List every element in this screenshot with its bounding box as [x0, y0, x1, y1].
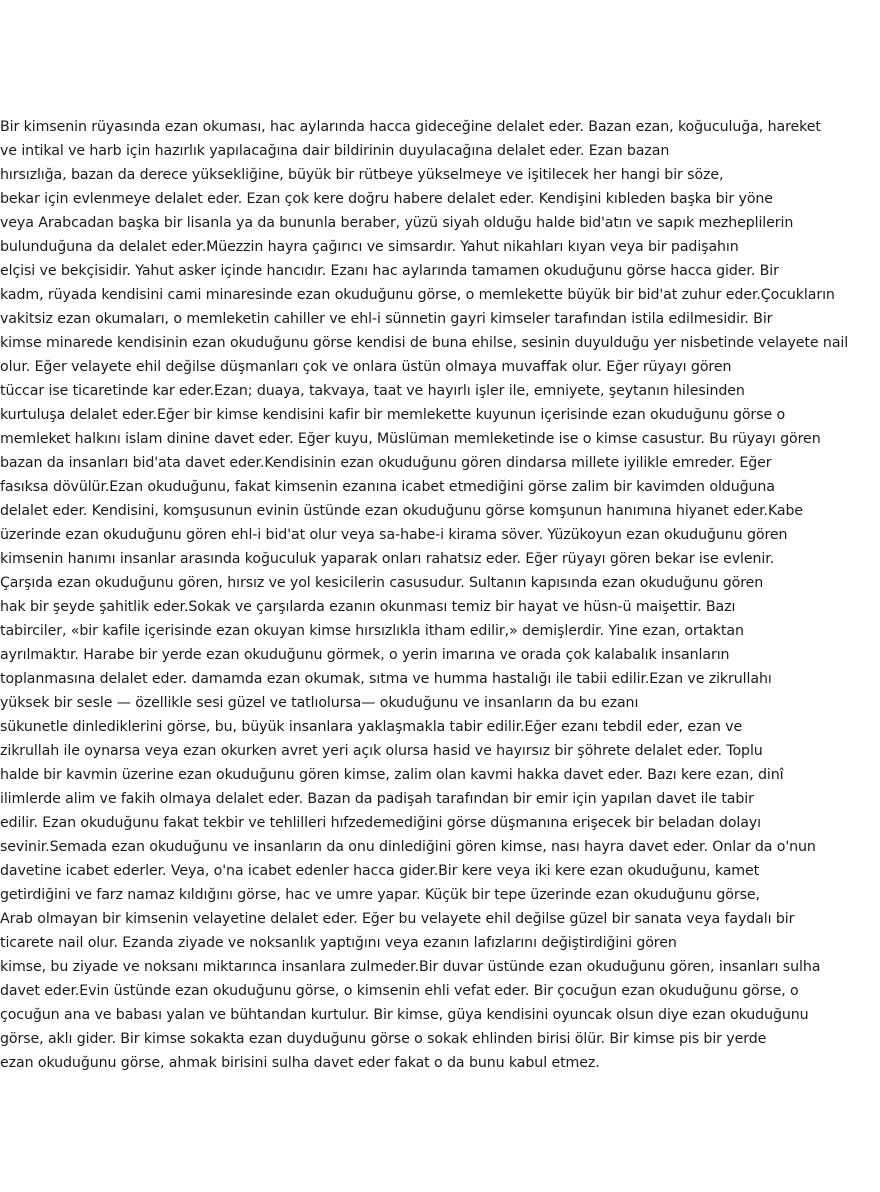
text-line: Arab olmayan bir kimsenin velayetine delalet eder. Eğer bu velayete ehil değilse güzel bir sanata veya faydalı bir	[0, 911, 795, 927]
text-line: kurtuluşa delalet eder.Eğer bir kimse kendisini kafir bir memlekette kuyunun içerisinde ezan okuduğunu görse o	[0, 407, 786, 423]
text-line: ticarete nail olur. Ezanda ziyade ve noksanlık yaptığını veya ezanın lafızlarını değiştirdiğini gören	[0, 935, 677, 951]
text-line: delalet eder. Kendisini, komşusunun evinin üstünde ezan okuduğunu görse komşunun hanımına hiyanet eder.Kabe	[0, 503, 804, 519]
text-line: kimsenin hanımı insanlar arasında koğuculuk yaparak onları rahatsız eder. Eğer rüyayı gören bekar ise evlenir.	[0, 551, 775, 567]
text-line: getirdiğini ve farz namaz kıldığını görse, hac ve umre yapar. Küçük bir tepe üzerinde ezan okuduğunu görse,	[0, 887, 760, 903]
text-line: ilimlerde alim ve fakih olmaya delalet eder. Bazan da padişah tarafından bir emir için yapılan davet ile tabir	[0, 791, 754, 807]
text-line: görse, aklı gider. Bir kimse sokakta ezan duyduğunu görse o sokak ehlinden birisi ölür. Bir kimse pis bir yerde	[0, 1031, 767, 1047]
text-line: Bir kimsenin rüyasında ezan okuması, hac aylarında hacca gideceğine delalet eder. Bazan ezan, koğuculuğa, hareket	[0, 119, 821, 135]
text-line: zikrullah ile oynarsa veya ezan okurken avret yeri açık olursa hasid ve hayırsız bir şöhrete delalet eder. Toplu	[0, 743, 763, 759]
text-line: fasıksa dövülür.Ezan okuduğunu, fakat kimsenin ezanına icabet etmediğini görse zalim bir kavimden olduğuna	[0, 479, 775, 495]
text-line: Çarşıda ezan okuduğunu gören, hırsız ve yol kesicilerin casusudur. Sultanın kapısında ezan okuduğunu gören	[0, 575, 764, 591]
text-line: sevinir.Semada ezan okuduğunu ve insanların da onu dinlediğini gören kimse, nası hayra davet eder. Onlar da o'nun	[0, 839, 816, 855]
text-line: vakitsiz ezan okumaları, o memleketin cahiller ve ehl-i sünnetin gayri kimseler tarafından istila edilmesidir. Bir	[0, 311, 773, 327]
text-line: veya Arabcadan başka bir lisanla ya da bununla beraber, yüzü siyah olduğu halde bid'atın ve sapık mezheplilerin	[0, 215, 794, 231]
text-line: kadm, rüyada kendisini cami minaresinde ezan okuduğunu görse, o memlekette büyük bir bid'at zuhur eder.Çocukların	[0, 287, 835, 303]
text-line: edilir. Ezan okuduğunu fakat tekbir ve tehlilleri hıfzedemediğini görse düşmanına erişecek bir beladan dolayı	[0, 815, 761, 831]
text-line: toplanmasına delalet eder. damamda ezan okumak, sıtma ve humma hastalığı ile tabii edilir.Ezan ve zikrullahı	[0, 671, 772, 687]
text-line: kimse minarede kendisinin ezan okuduğunu görse kendisi de buna ehilse, sesinin duyulduğu yer nisbetinde velayete nail	[0, 335, 849, 351]
text-line: elçisi ve bekçisidir. Yahut asker içinde hancıdır. Ezanı hac aylarında tamamen okuduğunu görse hacca gider. Bir	[0, 263, 779, 279]
text-line: davetine icabet ederler. Veya, o'na icabet edenler hacca gider.Bir kere veya iki kere ezan okuduğunu, kamet	[0, 863, 760, 879]
text-line: bekar için evlenmeye delalet eder. Ezan çok kere doğru habere delalet eder. Kendişini kıbleden başka bir yöne	[0, 191, 773, 207]
text-line: çocuğun ana ve babası yalan ve bühtandan kurtulur. Bir kimse, güya kendisini oyuncak olsun diye ezan okuduğunu	[0, 1007, 809, 1023]
text-line: ayrılmaktır. Harabe bir yerde ezan okuduğunu görmek, o yerin imarına ve orada çok kalabalık insanların	[0, 647, 730, 663]
text-line: üzerinde ezan okuduğunu gören ehl-i bid'at olur veya sa-habe-i kirama söver. Yüzükoyun ezan okuduğunu gören	[0, 527, 788, 543]
text-line: sükunetle dinlediklerini görse, bu, büyük insanlara yaklaşmakla tabir edilir.Eğer ezanı tebdil eder, ezan ve	[0, 719, 743, 735]
text-line: hırsızlığa, bazan da derece yüksekliğine, büyük bir rütbeye yükselmeye ve işitilecek her hangi bir söze,	[0, 167, 724, 183]
text-line: olur. Eğer velayete ehil değilse düşmanları çok ve onlara üstün olmaya muvaffak olur. Eğer rüyayı gören	[0, 359, 732, 375]
text-line: hak bir şeyde şahitlik eder.Sokak ve çarşılarda ezanın okunması temiz bir hayat ve hüsn-ü maişettir. Bazı	[0, 599, 736, 615]
text-line: ezan okuduğunu görse, ahmak birisini sulha davet eder fakat o da bunu kabul etmez.	[0, 1055, 600, 1071]
text-line: bazan da insanları bid'ata davet eder.Kendisinin ezan okuduğunu gören dindarsa millete iyilikle emreder. Eğer	[0, 455, 772, 471]
text-line: memleket halkını islam dinine davet eder. Eğer kuyu, Müslüman memleketinde ise o kimse casustur. Bu rüyayı gören	[0, 431, 821, 447]
text-line: davet eder.Evin üstünde ezan okuduğunu görse, o kimsenin ehli vefat eder. Bir çocuğun ezan okuduğunu görse, o	[0, 983, 799, 999]
text-line: halde bir kavmin üzerine ezan okuduğunu gören kimse, zalim olan kavmi hakka davet eder. Bazı kere ezan, dinî	[0, 767, 784, 783]
text-line: ve intikal ve harb için hazırlık yapılacağına dair bildirinin duyulacağına delalet eder. Ezan bazan	[0, 143, 670, 159]
article-body	[0, 115, 880, 1075]
text-line: tüccar ise ticaretinde kar eder.Ezan; duaya, takvaya, taat ve hayırlı işler ile, emniyete, şeytanın hilesinden	[0, 383, 745, 399]
text-line: bulunduğuna da delalet eder.Müezzin hayra çağırıcı ve simsardır. Yahut nikahları kıyan veya bir padişahın	[0, 239, 739, 255]
text-line: tabirciler, «bir kafile içerisinde ezan okuyan kimse hırsızlıkla itham edilir,» demişlerdir. Yine ezan, ortaktan	[0, 623, 744, 639]
text-line: kimse, bu ziyade ve noksanı miktarınca insanlara zulmeder.Bir duvar üstünde ezan okuduğunu gören, insanları sulha	[0, 959, 821, 975]
text-line: yüksek bir sesle — özellikle sesi güzel ve tatlıolursa— okuduğunu ve insanların da bu ezanı	[0, 695, 639, 711]
